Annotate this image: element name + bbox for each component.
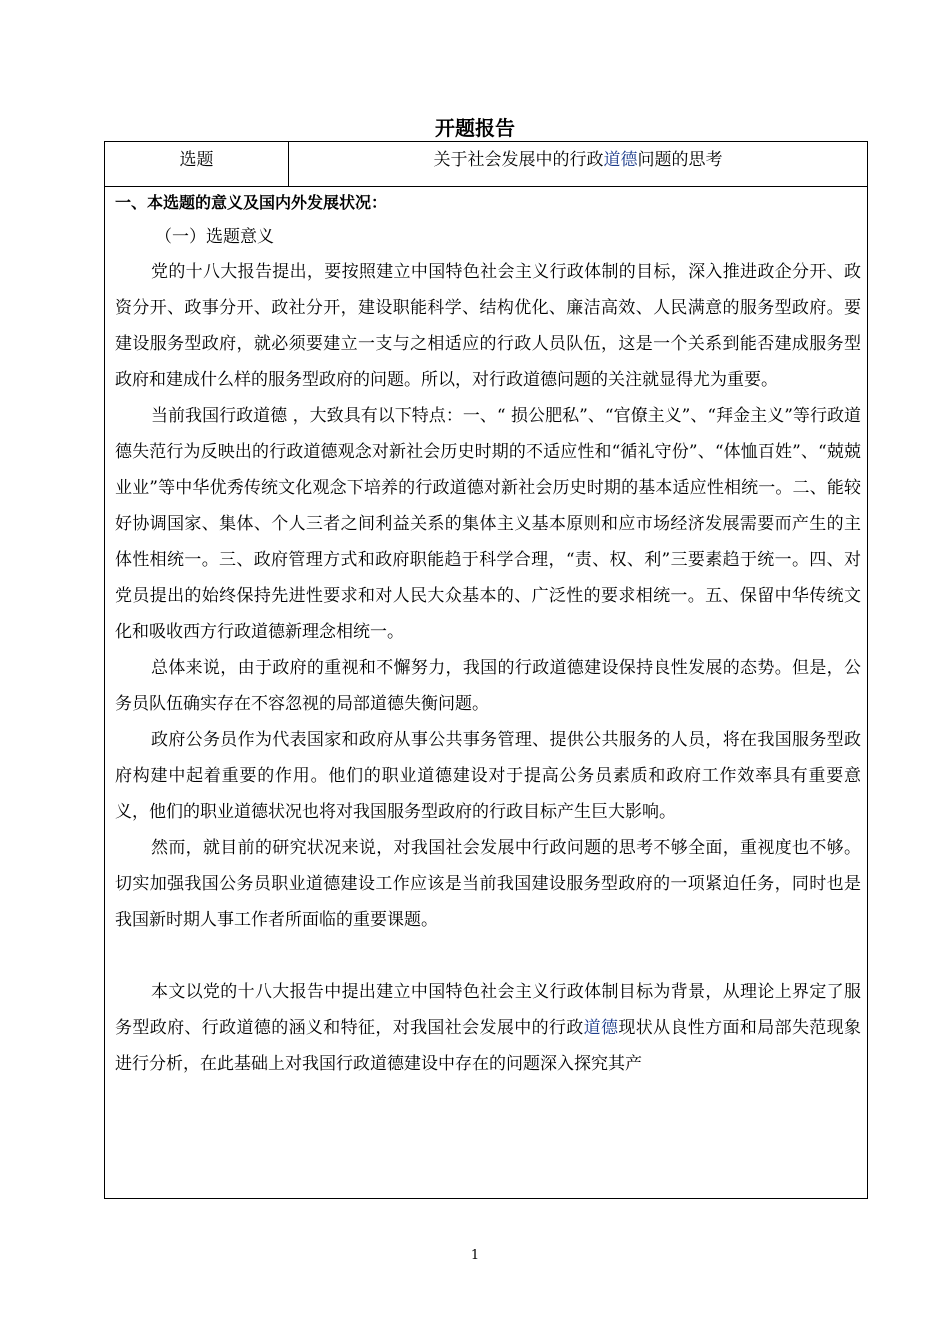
report-table — [104, 141, 868, 1199]
paragraph-1: 党的十八大报告提出，要按照建立中国特色社会主义行政体制的目标，深入推进政企分开、政资分开、政事分开、政社分开，建设职能科学、结构优化、廉洁高效、人民满意的服务型政府。要建设服务型政府，就必须要建立一支与之相适应的行政人员队伍，这是一个关系到能否建成服务型政府和建成什么样的服务型政府的问题。所以，对行政道德问题的关注就显得尤为重要。 — [115, 262, 861, 390]
topic-label: 选题 — [105, 142, 289, 186]
topic-text-start: 关于社会发展中的行政 — [433, 150, 604, 170]
topic-row — [105, 142, 867, 187]
paragraph-6-end: 现状从良性方面和局部失范现象进行分析，在此基础上对我国行政道德建设中存在的问题深入探究其产 — [115, 1018, 862, 1074]
topic-highlight: 道德 — [603, 150, 638, 170]
section-heading: 一、本选题的意义及国内外发展状况： — [115, 193, 388, 212]
paragraph-5: 然而，就目前的研究状况来说，对我国社会发展中行政问题的思考不够全面，重视度也不够。切实加强我国公务员职业道德建设工作应该是当前我国建设服务型政府的一项紧迫任务，同时也是我国新时期人事工作者所面临的重要课题。 — [115, 838, 861, 930]
page-number: 1 — [470, 1248, 480, 1263]
paragraph-6 — [115, 974, 861, 1082]
topic-value — [289, 142, 867, 186]
content-cell — [115, 186, 861, 1082]
paragraph-6-start: 本文以党的十八大报告中提出建立中国特色社会主义行政体制目标为背景，从理论上界定了服务型政府、行政道德的涵义和特征，对我国社会发展中的行政 — [115, 982, 861, 1038]
paragraph-4: 政府公务员作为代表国家和政府从事公共事务管理、提供公共服务的人员，将在我国服务型政府构建中起着重要的作用。他们的职业道德建设对于提高公务员素质和政府工作效率具有重要意义，他们的职业道德状况也将对我国服务型政府的行政目标产生巨大影响。 — [115, 730, 861, 822]
paragraph-3: 总体来说，由于政府的重视和不懈努力，我国的行政道德建设保持良性发展的态势。但是，公务员队伍确实存在不容忽视的局部道德失衡问题。 — [115, 658, 861, 714]
subsection-heading: （一）选题意义 — [155, 227, 274, 247]
page-title: 开题报告 — [435, 116, 515, 140]
blank-line — [115, 938, 861, 974]
paragraph-6-highlight: 道德 — [583, 1018, 619, 1038]
topic-text-end: 问题的思考 — [637, 150, 723, 170]
paragraph-2: 当前我国行政道德 ，大致具有以下特点：一、“ 损公肥私”、“官僚主义”、“拜金主义”等行政道德失范行为反映出的行政道德观念对新社会历史时期的不适应性和“循礼守份”、“体恤百姓”、“兢兢业业”等中华优秀传统文化观念下培养的行政道德对新社会历史时期的基本适应性相统一。二、能较好协调国家、集体、个人三者之间利益关系的集体主义基本原则和应市场经济发展需要而产生的主体性相统一。三、政府管理方式和政府职能趋于科学合理，“责、权、利”三要素趋于统一。四、对党员提出的始终保持先进性要求和对人民大众基本的、广泛性的要求相统一。五、保留中华传统文化和吸收西方行政道德新理念相统一。 — [115, 406, 861, 642]
